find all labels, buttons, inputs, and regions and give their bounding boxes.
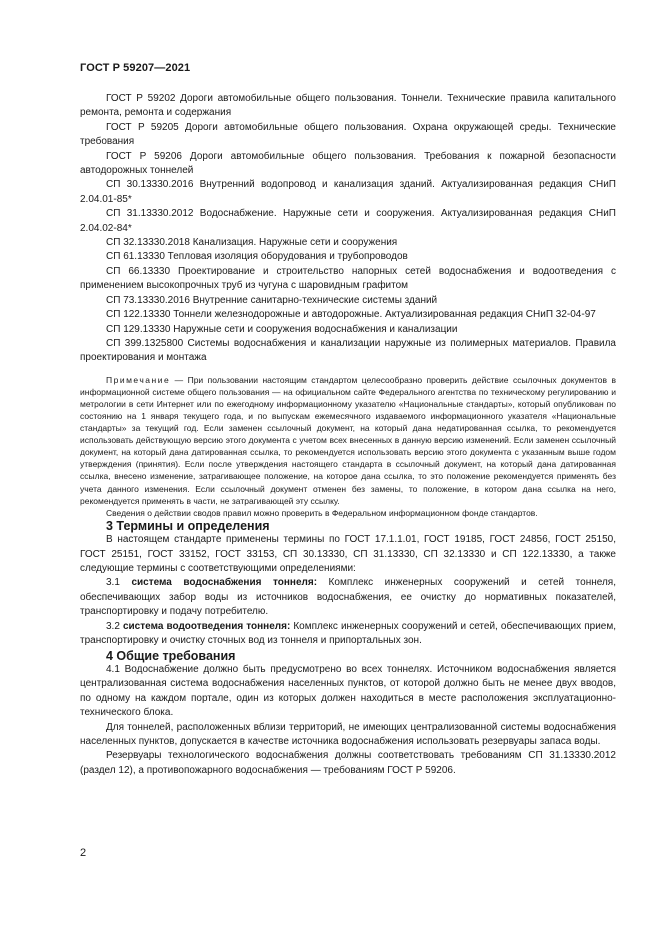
- reference-item: СП 31.13330.2012 Водоснабжение. Наружные сети и сооружения. Актуализированная редакция СНиП 2.04.02-84*: [80, 208, 616, 234]
- note-paragraph: [80, 374, 616, 507]
- reference-item: ГОСТ Р 59202 Дороги автомобильные общего пользования. Тоннели. Технические правила капитального ремонта, ремонта и содержания: [80, 93, 616, 119]
- term-def: Комплекс инженерных сооружений и сетей тоннеля, обеспечивающих забор воды из источников водоснабжения, ее очистку до нормативных показателей, транспортировку и подачу потребителю.: [80, 577, 616, 618]
- reference-item: СП 399.1325800 Системы водоснабжения и канализации наружные из полимерных материалов. Правила проектирования и монтажа: [80, 337, 616, 364]
- page-number: 2: [80, 847, 87, 859]
- reference-item: ГОСТ Р 59205 Дороги автомобильные общего пользования. Охрана окружающей среды. Технические требования: [80, 121, 616, 148]
- section-4-heading: 4 Общие требования: [106, 648, 236, 663]
- term-name: система водоснабжения тоннеля:: [131, 577, 318, 589]
- document-body: [80, 92, 616, 778]
- note-label: Примечание: [106, 374, 171, 385]
- reference-item: СП 122.13330 Тоннели железнодорожные и автодорожные. Актуализированная редакция СНиП 32-04-97: [106, 309, 596, 321]
- term-number: 3.2: [106, 620, 123, 632]
- document-header: ГОСТ Р 59207—2021: [80, 62, 191, 74]
- reference-item: СП 129.13330 Наружные сети и сооружения водоснабжения и канализации: [106, 323, 458, 335]
- reference-item: СП 61.13330 Тепловая изоляция оборудования и трубопроводов: [106, 251, 408, 263]
- reference-item: СП 66.13330 Проектирование и строительство напорных сетей водоснабжения и водоотведения с применением высокопрочных труб из чугуна с шаровидным графитом: [80, 265, 616, 292]
- section-4-paragraph: Резервуары технологического водоснабжения должны соответствовать требованиям СП 31.13330.2012 (раздел 12), а противопожарного водоснабжения — требованиям ГОСТ Р 59206.: [80, 750, 616, 776]
- term-def: Комплекс инженерных сооружений и сетей, обеспечивающих прием, транспортировку и очистку сточных вод из тоннеля и припортальных зон.: [80, 620, 616, 647]
- section-3-heading: 3 Термины и определения: [106, 518, 270, 533]
- reference-item: ГОСТ Р 59206 Дороги автомобильные общего пользования. Требования к пожарной безопасности автодорожных тоннелей: [80, 150, 616, 177]
- term-number: 3.1: [106, 577, 132, 589]
- note-text: — При пользовании настоящим стандартом целесообразно проверить действие ссылочных документов в информационной системе общего пользования — на официальном сайте Федерального агентства по техническому регулированию и метрологии в сети Интернет или по ежегодному информационному указателю «Национальные стандарты», который опубликован по состоянию на 1 января текущего года, и по выпускам ежемесячного издаваемого информационного указателя «Национальные стандарты» за текущий год. Если заменен ссылочный документ, на который дана недатированная ссылка, то рекомендуется использовать действующую версию этого документа с учетом всех внесенных в данную версию изменений. Если заменен ссылочный документ, на который дана датированная ссылка, то рекомендуется использовать версию этого документа с указанным выше годом утверждения (принятия). Если после утверждения настоящего стандарта в ссылочный документ, на который дана датированная ссылка, внесено изменение, затрагивающее положение, на которое дана ссылка, то это положение рекомендуется применять без учета данного изменения. Если ссылочный документ отменен без замены, то положение, в котором дана ссылка на него, рекомендуется применять в части, не затрагивающей эту ссылку.: [80, 374, 616, 506]
- normative-references: [80, 92, 616, 366]
- reference-item: СП 32.13330.2018 Канализация. Наружные сети и сооружения: [106, 237, 398, 249]
- term-definition: [80, 576, 616, 619]
- term-name: система водоотведения тоннеля:: [122, 620, 291, 632]
- note-extra: Сведения о действии сводов правил можно проверить в Федеральном информационном фонде стандартов.: [106, 507, 538, 518]
- reference-item: СП 30.13330.2016 Внутренний водопровод и канализация зданий. Актуализированная редакция СНиП 2.04.01-85*: [80, 179, 616, 205]
- section-4-paragraph: Для тоннелей, расположенных вблизи территорий, не имеющих централизованной системы водоснабжения населенных пунктов, допускается в качестве источника водоснабжения использовать резервуары запаса воды.: [80, 721, 616, 747]
- section-4-paragraph: 4.1 Водоснабжение должно быть предусмотрено во всех тоннелях. Источником водоснабжения является централизованная система водоснабжения населенных пунктов, от которой должно быть не менее двух вводов, по одному на каждом портале, один из которых должен находиться в месте расположения эксплуатационно-технического блока.: [80, 663, 616, 719]
- reference-item: СП 73.13330.2016 Внутренние санитарно-технические системы зданий: [106, 294, 438, 306]
- section-3-intro: В настоящем стандарте применены термины по ГОСТ 17.1.1.01, ГОСТ 19185, ГОСТ 24856, ГОСТ 25150, ГОСТ 25151, ГОСТ 33152, ГОСТ 33153, СП 30.13330, СП 31.13330, СП 32.13330 и СП 122.13330, а также следующие термины с соответствующими определениями:: [80, 534, 616, 575]
- term-definition: [80, 620, 616, 649]
